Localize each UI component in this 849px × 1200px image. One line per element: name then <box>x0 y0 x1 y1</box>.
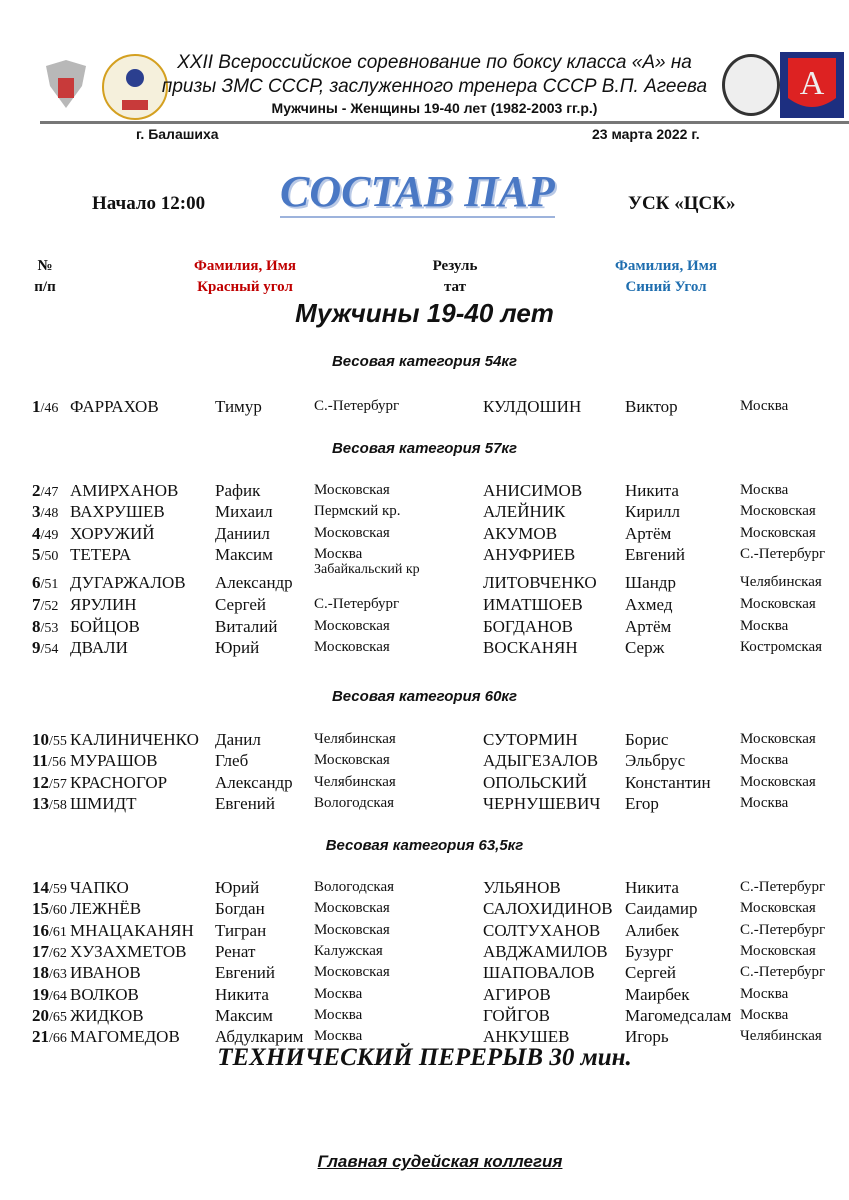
bout-id: /65 <box>49 1009 67 1025</box>
bout-row <box>0 793 849 814</box>
red-surname: МАГОМЕДОВ <box>70 1027 180 1047</box>
bout-index: 12 <box>32 772 49 792</box>
blue-region: Московская <box>740 524 816 541</box>
blue-region: Московская <box>740 942 816 959</box>
bout-number <box>32 616 58 639</box>
red-surname: ЛЕЖНЁВ <box>70 899 142 919</box>
bout-id: /53 <box>40 620 59 636</box>
blue-region: С.-Петербург <box>740 964 826 981</box>
blue-surname: АКУМОВ <box>483 523 558 543</box>
bout-row <box>0 729 849 750</box>
red-surname: ШМИДТ <box>70 793 137 813</box>
blue-region: Москва <box>740 617 789 634</box>
bout-index: 11 <box>32 751 49 771</box>
blue-first-name: Бузург <box>625 941 674 961</box>
bout-id: /51 <box>40 577 59 593</box>
blue-region: Московская <box>740 596 816 613</box>
bout-id: /54 <box>40 641 59 657</box>
bout-id: /63 <box>49 967 67 983</box>
col-red-1: Фамилия, Имя <box>194 258 296 274</box>
blue-region: Московская <box>740 503 816 520</box>
bout-number <box>32 877 67 900</box>
red-first-name: Рафик <box>215 481 261 500</box>
blue-first-name: Евгений <box>625 544 685 564</box>
blue-first-name: Шандр <box>625 573 676 593</box>
bout-index: 5 <box>32 544 41 564</box>
bout-index: 9 <box>32 637 41 657</box>
bout-id: /52 <box>40 599 59 615</box>
bout-index: 16 <box>32 920 49 940</box>
blue-surname: КУЛДОШИН <box>483 397 582 416</box>
blue-surname: СОЛТУХАНОВ <box>483 920 601 940</box>
red-first-name: Юрий <box>215 637 260 657</box>
blue-first-name: Магомедсалам <box>625 1005 732 1025</box>
bout-row <box>0 984 849 1005</box>
bout-row <box>0 772 849 793</box>
red-surname: ФАРРАХОВ <box>70 397 159 416</box>
blue-surname: АГИРОВ <box>483 984 551 1004</box>
bout-index: 7 <box>32 595 41 615</box>
red-first-name: Тимур <box>215 397 262 416</box>
bout-number <box>32 729 67 752</box>
red-first-name: Юрий <box>215 878 260 897</box>
bout-row <box>0 941 849 962</box>
red-region: Москва <box>314 1006 363 1023</box>
bout-row <box>0 501 849 522</box>
blue-first-name: Ахмед <box>625 595 673 615</box>
red-first-name: Максим <box>215 1005 273 1025</box>
footer-signature: Главная судейская коллегия <box>317 1152 563 1171</box>
group-title: Мужчины 19-40 лет <box>295 298 554 328</box>
red-first-name: Виталий <box>215 616 278 636</box>
bout-row <box>0 920 849 941</box>
red-first-name: Михаил <box>215 502 273 522</box>
venue: УСК «ЦСК» <box>628 193 736 214</box>
bout-number <box>32 544 58 567</box>
col-result-1: Резуль <box>432 258 478 274</box>
bout-index: 21 <box>32 1027 49 1047</box>
bout-id: /48 <box>40 506 59 522</box>
blue-region: Московская <box>740 900 816 917</box>
red-first-name: Даниил <box>215 523 270 543</box>
blue-region: Москва <box>740 1006 789 1023</box>
weight-category-title: Весовая категория 60кг <box>331 688 518 705</box>
bout-index: 10 <box>32 730 49 749</box>
blue-surname: АНУФРИЕВ <box>483 544 576 564</box>
red-first-name: Богдан <box>215 899 265 919</box>
bout-id: /64 <box>49 988 67 1004</box>
red-region: Москва <box>314 545 363 562</box>
col-blue-1: Фамилия, Имя <box>615 258 717 274</box>
blue-first-name: Серж <box>625 637 665 657</box>
red-surname: ХОРУЖИЙ <box>70 523 155 543</box>
blue-surname: СУТОРМИН <box>483 730 578 749</box>
header-divider <box>40 121 849 124</box>
red-region: Московская <box>314 482 390 498</box>
bout-id: /56 <box>48 755 66 771</box>
red-first-name: Глеб <box>215 751 249 771</box>
bout-number <box>32 920 67 943</box>
bout-id: /61 <box>49 924 67 940</box>
red-surname: ЯРУЛИН <box>70 595 137 615</box>
red-surname: АМИРХАНОВ <box>70 481 179 500</box>
bout-id: /46 <box>40 401 59 416</box>
blue-region: Московская <box>740 731 816 747</box>
blue-surname: АНИСИМОВ <box>483 481 583 500</box>
blue-region: Московская <box>740 773 816 790</box>
start-time: Начало 12:00 <box>92 193 206 214</box>
col-blue-2: Синий Угол <box>625 279 707 295</box>
blue-first-name: Сергей <box>625 963 676 983</box>
red-region: Вологодская <box>314 794 395 811</box>
col-num-1: № <box>37 258 53 274</box>
bout-number <box>32 396 58 419</box>
bout-index: 13 <box>32 793 49 813</box>
blue-surname: АДЫГЕЗАЛОВ <box>483 751 599 771</box>
bout-id: /60 <box>49 903 67 919</box>
bout-index: 3 <box>32 502 41 522</box>
svg-text:A: A <box>799 65 825 102</box>
red-surname: ЖИДКОВ <box>70 1005 144 1025</box>
blue-region: Челябинская <box>740 1028 822 1045</box>
red-first-name: Александр <box>215 573 293 593</box>
bout-number <box>32 941 67 964</box>
blue-region: С.-Петербург <box>740 921 826 938</box>
bout-index: 1 <box>32 397 41 416</box>
red-region: Забайкальский кр <box>314 562 420 578</box>
blue-first-name: Борис <box>625 730 669 749</box>
blue-region: Москва <box>740 752 789 769</box>
bout-row <box>0 594 849 615</box>
red-region: Москва <box>314 1028 363 1045</box>
blue-surname: ЧЕРНУШЕВИЧ <box>483 793 601 813</box>
header-line-1: XXII Всероссийское соревнование по боксу класса «А» на <box>177 52 692 73</box>
red-first-name: Евгений <box>215 793 275 813</box>
red-region: Москва <box>314 985 363 1002</box>
blue-surname: ВОСКАНЯН <box>483 637 578 657</box>
bout-row <box>0 616 849 637</box>
blue-surname: АВДЖАМИЛОВ <box>483 941 608 961</box>
date: 23 марта 2022 г. <box>592 126 700 142</box>
red-surname: ТЕТЕРА <box>70 544 132 564</box>
bout-index: 15 <box>32 899 49 919</box>
red-surname: МУРАШОВ <box>70 751 158 771</box>
red-first-name: Тигран <box>215 920 267 940</box>
bout-number <box>32 750 66 773</box>
bout-number <box>32 594 58 617</box>
blue-region: Москва <box>740 398 789 414</box>
blue-first-name: Егор <box>625 793 659 813</box>
bout-index: 2 <box>32 481 41 500</box>
bout-index: 20 <box>32 1005 49 1025</box>
blue-surname: ОПОЛЬСКИЙ <box>483 772 588 792</box>
red-region: Московская <box>314 752 390 769</box>
bout-number <box>32 501 58 524</box>
red-region: Калужская <box>314 942 383 959</box>
bout-number <box>32 793 67 816</box>
col-num-2: п/п <box>34 279 56 295</box>
bout-id: /49 <box>40 527 59 543</box>
blue-first-name: Алибек <box>625 920 680 940</box>
red-region: Московская <box>314 900 390 917</box>
bout-id: /47 <box>40 485 59 500</box>
city: г. Балашиха <box>136 126 219 142</box>
red-first-name: Александр <box>215 772 293 792</box>
bout-index: 18 <box>32 963 49 983</box>
red-first-name: Сергей <box>215 595 266 615</box>
bout-number <box>32 984 67 1007</box>
red-surname: БОЙЦОВ <box>70 616 140 636</box>
blue-region: Челябинская <box>740 574 822 591</box>
red-surname: ХУЗАХМЕТОВ <box>70 941 187 961</box>
blue-first-name: Артём <box>625 523 672 543</box>
bout-id: /50 <box>40 548 59 564</box>
bout-row <box>0 523 849 544</box>
blue-first-name: Саидамир <box>625 899 698 919</box>
red-region: Челябинская <box>314 731 396 747</box>
bout-index: 6 <box>32 573 41 593</box>
blue-region: Москва <box>740 985 789 1002</box>
break-notice: ТЕХНИЧЕСКИЙ ПЕРЕРЫВ 30 мин. <box>217 1044 632 1071</box>
bout-row <box>0 396 849 417</box>
bout-number <box>32 772 67 795</box>
bout-id: /59 <box>49 882 67 897</box>
bout-id: /55 <box>49 734 67 749</box>
bout-row <box>0 480 849 501</box>
blue-region: С.-Петербург <box>740 545 826 562</box>
red-first-name: Евгений <box>215 963 275 983</box>
blue-surname: БОГДАНОВ <box>483 616 574 636</box>
red-region: Челябинская <box>314 773 396 790</box>
bout-id: /66 <box>49 1031 67 1047</box>
red-region: Московская <box>314 524 390 541</box>
bout-row <box>0 1026 849 1047</box>
bout-row <box>0 962 849 983</box>
bout-index: 8 <box>32 616 41 636</box>
bout-row <box>0 898 849 919</box>
blue-region: Костромская <box>740 638 823 655</box>
red-region: С.-Петербург <box>314 398 400 414</box>
red-surname: ДУГАРЖАЛОВ <box>70 573 186 593</box>
red-surname: ЧАПКО <box>70 878 129 897</box>
blue-first-name: Никита <box>625 878 679 897</box>
red-first-name: Абдулкарим <box>215 1027 304 1047</box>
red-region: С.-Петербург <box>314 596 400 613</box>
red-first-name: Максим <box>215 544 273 564</box>
red-surname: ВОЛКОВ <box>70 984 139 1004</box>
red-surname: КРАСНОГОР <box>70 772 168 792</box>
bout-number <box>32 480 58 503</box>
red-surname: КАЛИНИЧЕНКО <box>70 730 199 749</box>
blue-first-name: Кирилл <box>625 502 681 522</box>
header-line-2: призы ЗМС СССР, заслуженного тренера СССР В.П. Агеева <box>161 76 708 97</box>
weight-category-title: Весовая категория 54кг <box>331 353 518 370</box>
red-region: Вологодская <box>314 879 395 895</box>
bout-row <box>0 750 849 771</box>
red-region: Московская <box>314 921 390 938</box>
col-red-2: Красный угол <box>197 279 293 295</box>
bout-number <box>32 1005 67 1028</box>
red-region: Московская <box>314 964 390 981</box>
red-surname: ВАХРУШЕВ <box>70 502 165 522</box>
bout-index: 19 <box>32 984 49 1004</box>
red-region: Московская <box>314 617 390 634</box>
blue-surname: САЛОХИДИНОВ <box>483 899 613 919</box>
blue-surname: ШАПОВАЛОВ <box>483 963 595 983</box>
bout-index: 4 <box>32 523 41 543</box>
bout-id: /58 <box>49 797 67 813</box>
red-first-name: Данил <box>215 730 261 749</box>
blue-surname: ГОЙГОВ <box>483 1005 550 1025</box>
bout-number <box>32 1026 67 1049</box>
col-result-2: тат <box>443 279 467 295</box>
bout-number <box>32 637 58 660</box>
blue-first-name: Никита <box>625 481 679 500</box>
bout-number <box>32 898 67 921</box>
bout-id: /57 <box>49 776 67 792</box>
bout-number <box>32 523 58 546</box>
bout-row <box>0 637 849 658</box>
blue-surname: АЛЕЙНИК <box>483 502 566 522</box>
blue-region: Москва <box>740 794 789 811</box>
red-first-name: Ренат <box>215 941 256 961</box>
header-line-3: Мужчины - Женщины 19-40 лет (1982-2003 гг.р.) <box>271 100 598 116</box>
blue-first-name: Артём <box>625 616 672 636</box>
bout-index: 17 <box>32 941 49 961</box>
blue-surname: УЛЬЯНОВ <box>483 878 561 897</box>
weight-category-title: Весовая категория 63,5кг <box>325 837 524 854</box>
red-surname: ИВАНОВ <box>70 963 141 983</box>
red-surname: МНАЦАКАНЯН <box>70 920 194 940</box>
blue-first-name: Игорь <box>625 1027 669 1047</box>
blue-surname: АНКУШЕВ <box>483 1027 570 1047</box>
blue-first-name: Виктор <box>625 397 678 416</box>
bout-row <box>0 877 849 898</box>
page-title: СОСТАВ ПАР <box>280 167 555 216</box>
blue-first-name: Маирбек <box>625 984 690 1004</box>
blue-region: Москва <box>740 482 789 498</box>
red-first-name: Никита <box>215 984 269 1004</box>
red-surname: ДВАЛИ <box>70 637 128 657</box>
blue-surname: ИМАТШОЕВ <box>483 595 583 615</box>
bout-number <box>32 962 67 985</box>
red-region: Московская <box>314 638 390 655</box>
blue-first-name: Константин <box>625 772 711 792</box>
red-region: Пермский кр. <box>314 503 401 520</box>
blue-first-name: Эльбрус <box>625 751 686 771</box>
blue-region: С.-Петербург <box>740 879 826 895</box>
bout-row <box>0 544 849 565</box>
bout-id: /62 <box>49 945 67 961</box>
bout-number <box>32 572 58 595</box>
blue-surname: ЛИТОВЧЕНКО <box>483 573 597 593</box>
weight-category-title: Весовая категория 57кг <box>331 440 518 457</box>
bout-row <box>0 1005 849 1026</box>
bout-index: 14 <box>32 878 49 897</box>
